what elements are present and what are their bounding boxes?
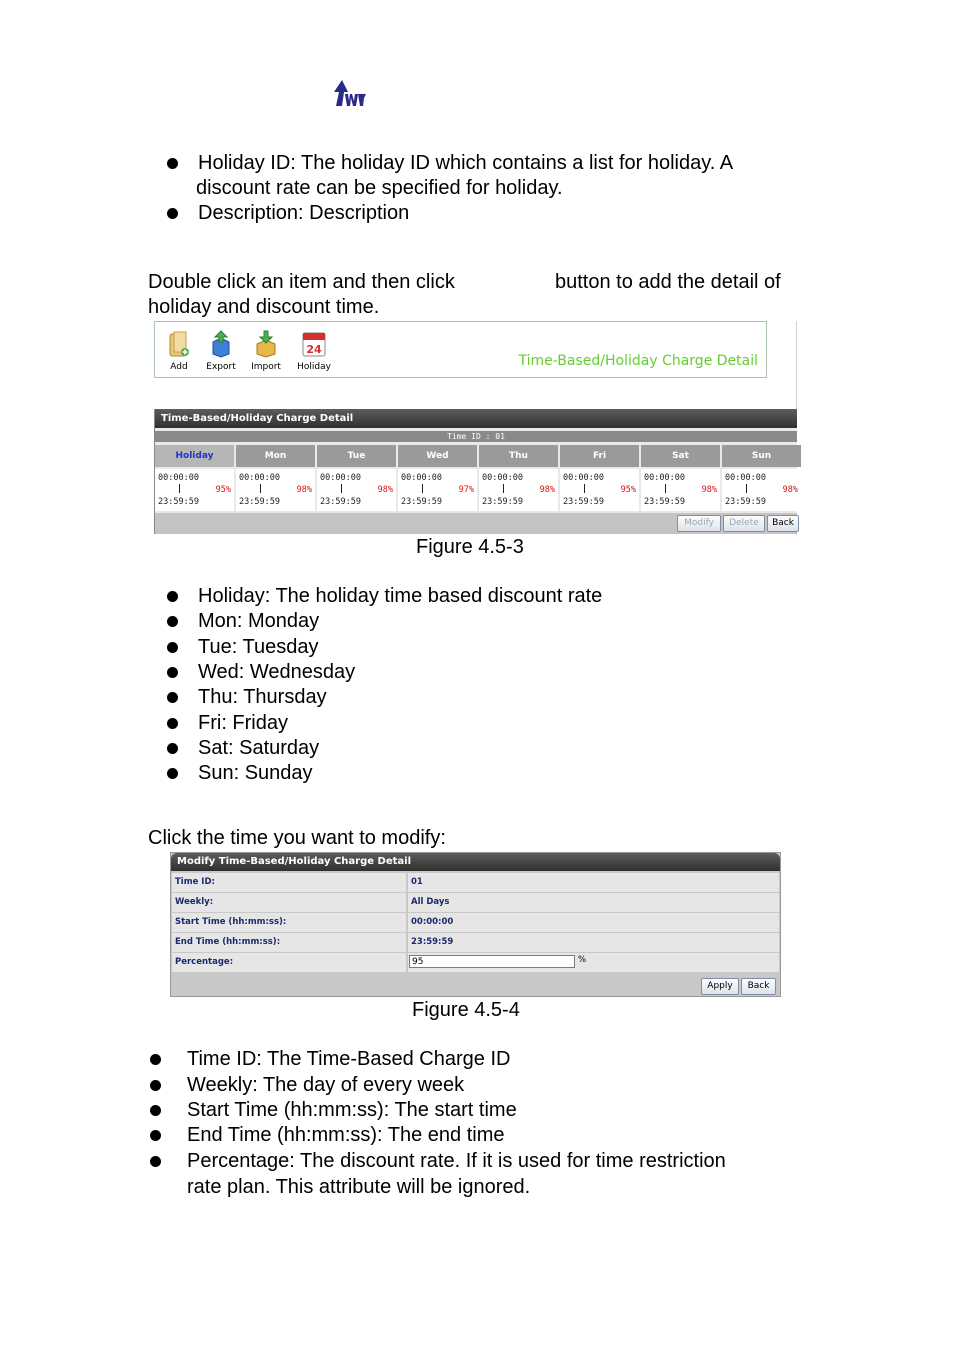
bullet-text: Description: Description (198, 202, 410, 224)
holiday-button[interactable] (292, 330, 336, 374)
bullet-text: End Time (hh:mm:ss): The end time (187, 1124, 505, 1146)
delete-button[interactable]: Delete (723, 515, 765, 532)
calendar-day: 24 (306, 343, 322, 356)
time-cell[interactable] (398, 469, 477, 511)
import-button[interactable] (244, 330, 288, 374)
discount-percent: 98% (701, 485, 717, 495)
end-time: 23:59:59 (482, 497, 523, 507)
time-cell[interactable] (479, 469, 558, 511)
back-button[interactable]: Back (741, 978, 776, 995)
bullet-text: Holiday ID: The holiday ID which contains a list for holiday. A (198, 152, 734, 174)
instruction-paragraph (148, 270, 808, 322)
charge-detail-toolbar (154, 321, 767, 378)
bullet-text: Tue: Tuesday (198, 636, 319, 658)
company-logo-icon (332, 78, 368, 108)
end-time: 23:59:59 (725, 497, 766, 507)
bullet-text: Percentage: The discount rate. If it is used for time restriction (187, 1150, 726, 1172)
modify-intro: Click the time you want to modify: (148, 827, 446, 849)
range-divider (179, 484, 180, 493)
range-divider (665, 484, 666, 493)
day-tab-fri[interactable]: Fri (560, 445, 639, 467)
start-time: 00:00:00 (725, 473, 766, 483)
field-label: Time ID: (172, 873, 406, 892)
time-cell[interactable] (560, 469, 639, 511)
import-icon (253, 330, 279, 358)
range-divider (746, 484, 747, 493)
form-row (172, 933, 779, 952)
discount-percent: 95% (215, 485, 231, 495)
percent-sign: % (578, 955, 587, 965)
add-folder-icon (166, 330, 192, 358)
add-button[interactable] (157, 330, 201, 374)
intro-bullet-list (0, 151, 954, 231)
time-cell[interactable] (236, 469, 315, 511)
end-time: 23:59:59 (239, 497, 280, 507)
time-cell[interactable] (722, 469, 801, 511)
figure-caption: Figure 4.5-4 (412, 999, 520, 1021)
day-bullet-list (0, 584, 954, 789)
end-time: 23:59:59 (401, 497, 442, 507)
export-button[interactable] (199, 330, 243, 374)
day-tab-mon[interactable]: Mon (236, 445, 315, 467)
bullet-text: Mon: Monday (198, 610, 320, 632)
day-tab-thu[interactable]: Thu (479, 445, 558, 467)
instruction-text: Double click an item and then click (148, 271, 455, 293)
start-time: 00:00:00 (158, 473, 199, 483)
charge-detail-panel (154, 409, 797, 534)
field-label: End Time (hh:mm:ss): (172, 933, 406, 952)
bullet-text: Thu: Thursday (198, 686, 327, 708)
form-row (172, 913, 779, 932)
field-value: All Days (408, 893, 779, 912)
form-title: Modify Time-Based/Holiday Charge Detail (171, 853, 780, 871)
bullet-text: Weekly: The day of every week (187, 1074, 465, 1096)
end-time: 23:59:59 (644, 497, 685, 507)
field-bullet-list (0, 1047, 954, 1207)
day-tab-holiday[interactable]: Holiday (155, 445, 234, 467)
range-divider (422, 484, 423, 493)
range-divider (341, 484, 342, 493)
modify-charge-form (170, 852, 781, 997)
bullet-text: Sat: Saturday (198, 737, 320, 759)
percentage-input[interactable]: 95 (409, 955, 575, 968)
end-time: 23:59:59 (563, 497, 604, 507)
range-divider (260, 484, 261, 493)
panel-title: Time-Based/Holiday Charge Detail (155, 409, 797, 428)
form-row (172, 893, 779, 912)
apply-button[interactable]: Apply (701, 978, 739, 995)
time-cell[interactable] (155, 469, 234, 511)
field-label: Percentage: (172, 953, 406, 972)
export-icon (208, 330, 234, 358)
field-label: Weekly: (172, 893, 406, 912)
instruction-text: holiday and discount time. (148, 296, 380, 318)
range-divider (503, 484, 504, 493)
field-value: 00:00:00 (408, 913, 779, 932)
figure-caption: Figure 4.5-3 (416, 536, 524, 558)
day-tab-sat[interactable]: Sat (641, 445, 720, 467)
time-id-label: Time ID : 01 (155, 431, 797, 442)
field-label: Start Time (hh:mm:ss): (172, 913, 406, 932)
discount-percent: 97% (458, 485, 474, 495)
panel-footer (155, 513, 797, 534)
end-time: 23:59:59 (320, 497, 361, 507)
form-row (172, 873, 779, 892)
holiday-label: Holiday (297, 362, 331, 372)
discount-percent: 95% (620, 485, 636, 495)
start-time: 00:00:00 (401, 473, 442, 483)
bullet-text: Time ID: The Time-Based Charge ID (187, 1048, 511, 1070)
time-cell[interactable] (317, 469, 396, 511)
discount-percent: 98% (377, 485, 393, 495)
instruction-text: button to add the detail of (555, 271, 781, 293)
start-time: 00:00:00 (320, 473, 361, 483)
discount-percent: 98% (539, 485, 555, 495)
bullet-text: Holiday: The holiday time based discount rate (198, 585, 603, 607)
range-divider (584, 484, 585, 493)
field-value: 01 (408, 873, 779, 892)
time-cell[interactable] (641, 469, 720, 511)
start-time: 00:00:00 (644, 473, 685, 483)
day-tab-wed[interactable]: Wed (398, 445, 477, 467)
day-tab-tue[interactable]: Tue (317, 445, 396, 467)
bullet-text: discount rate can be specified for holiday. (196, 177, 563, 199)
add-label: Add (170, 362, 188, 372)
modify-button[interactable]: Modify (677, 515, 721, 532)
discount-percent: 98% (782, 485, 798, 495)
bullet-text: Wed: Wednesday (198, 661, 356, 683)
calendar-icon (301, 330, 327, 358)
end-time: 23:59:59 (158, 497, 199, 507)
export-label: Export (206, 362, 236, 372)
bullet-text: rate plan. This attribute will be ignored. (187, 1176, 531, 1198)
percentage-row (172, 953, 779, 972)
discount-percent: 98% (296, 485, 312, 495)
import-label: Import (251, 362, 281, 372)
start-time: 00:00:00 (563, 473, 604, 483)
start-time: 00:00:00 (482, 473, 523, 483)
back-button[interactable]: Back (767, 515, 799, 532)
bullet-text: Fri: Friday (198, 712, 288, 734)
bullet-text: Start Time (hh:mm:ss): The start time (187, 1099, 517, 1121)
field-value: 23:59:59 (408, 933, 779, 952)
day-tab-sun[interactable]: Sun (722, 445, 801, 467)
toolbar-title: Time-Based/Holiday Charge Detail (518, 353, 758, 369)
start-time: 00:00:00 (239, 473, 280, 483)
bullet-text: Sun: Sunday (198, 762, 313, 784)
